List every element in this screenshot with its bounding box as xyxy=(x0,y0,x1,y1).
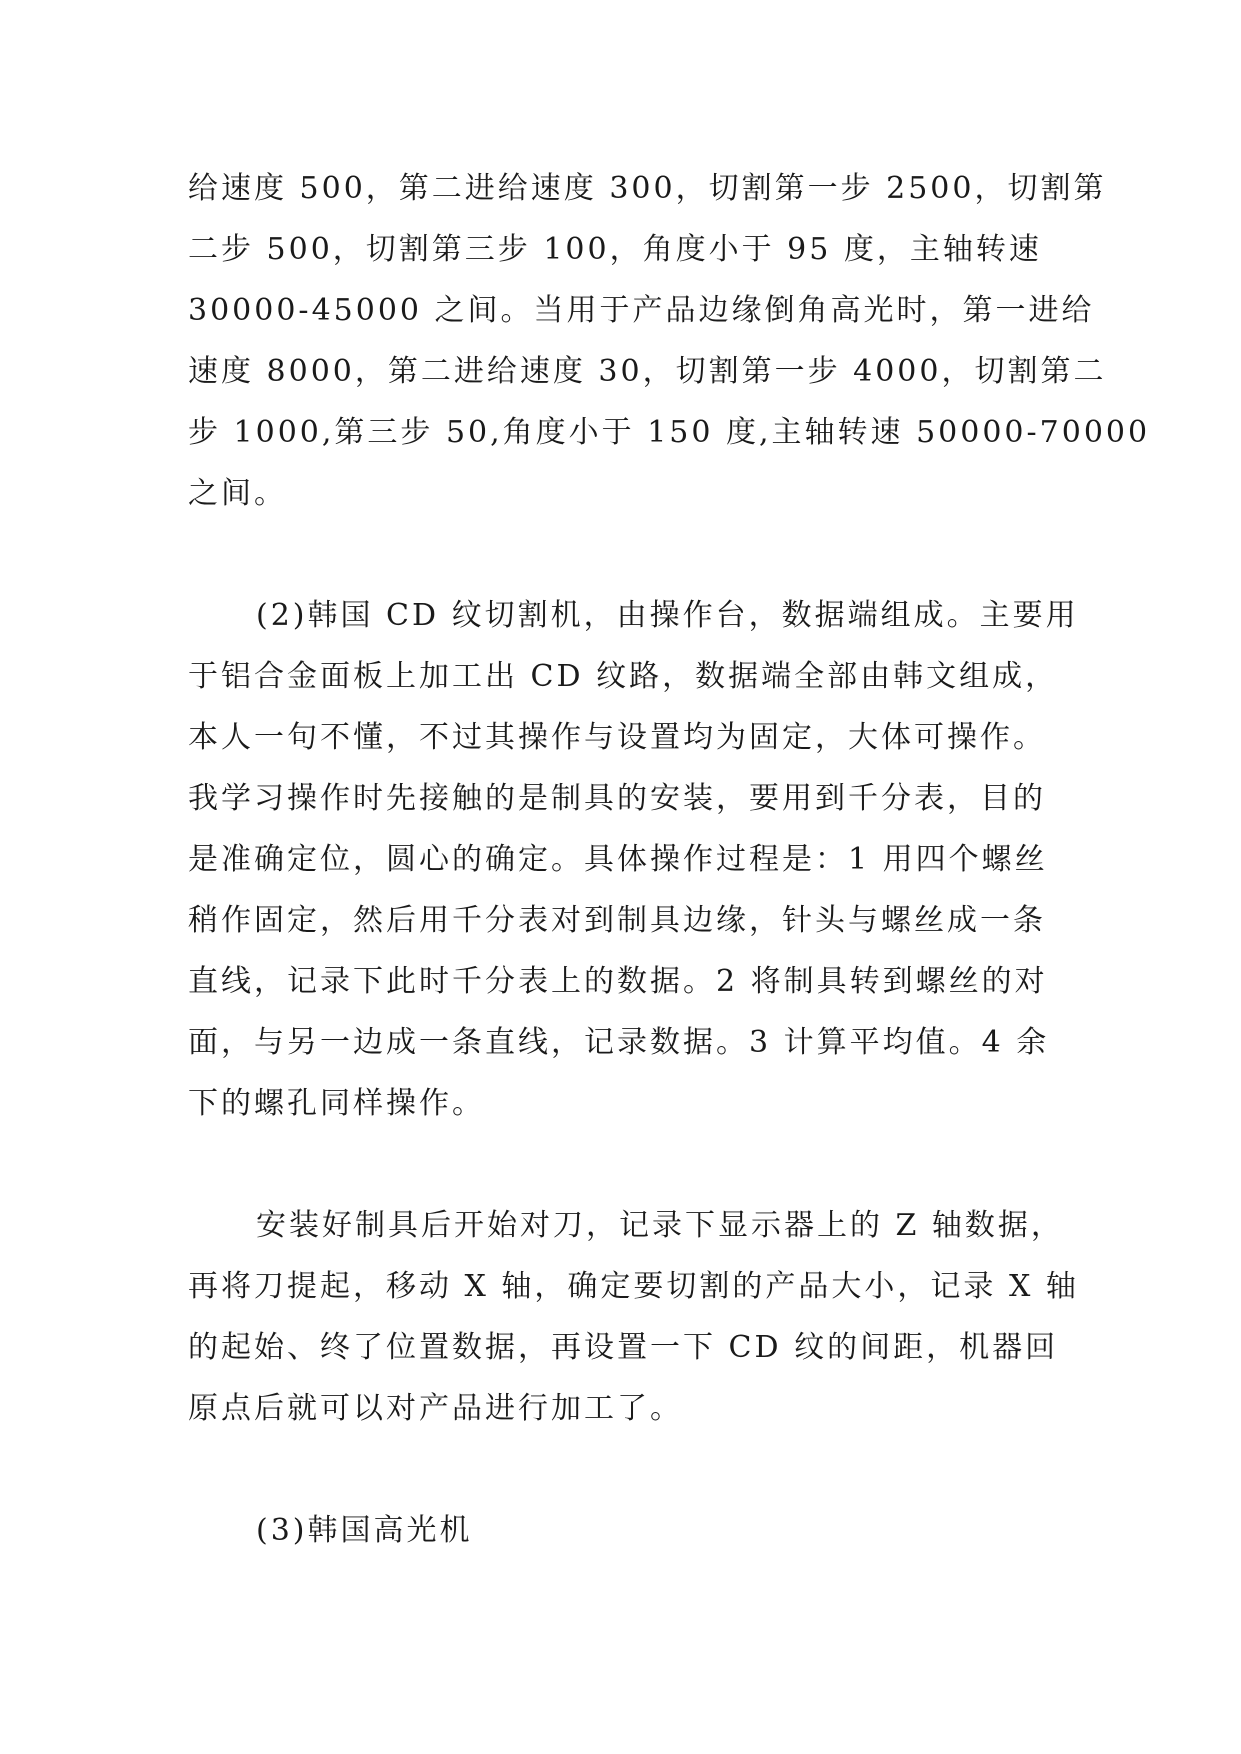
text-line: 下的螺孔同样操作。 xyxy=(188,1086,485,1121)
paragraph-spacer xyxy=(188,524,1060,585)
paragraph-tool-setting xyxy=(188,1195,1079,1439)
text-line: 30000-45000 之间。当用于产品边缘倒角高光时，第一进给 xyxy=(188,293,1095,328)
paragraph-spacer xyxy=(188,1134,1060,1195)
text-line: (3)韩国高光机 xyxy=(256,1513,473,1548)
text-line: (2)韩国 CD 纹切割机，由操作台，数据端组成。主要用 xyxy=(256,598,1079,633)
text-line: 我学习操作时先接触的是制具的安装，要用到千分表，目的 xyxy=(188,781,1046,816)
text-line: 稍作固定，然后用千分表对到制具边缘，针头与螺丝成一条 xyxy=(188,903,1046,938)
paragraph-spacer xyxy=(188,1439,1060,1500)
text-line: 速度 8000，第二进给速度 30，切割第一步 4000，切割第二 xyxy=(188,354,1107,389)
text-line: 于铝合金面板上加工出 CD 纹路，数据端全部由韩文组成， xyxy=(188,659,1059,694)
text-line: 安装好制具后开始对刀，记录下显示器上的 Z 轴数据， xyxy=(256,1208,1064,1243)
paragraph-feed-speed-continued xyxy=(188,158,1151,524)
text-line: 是准确定位，圆心的确定。具体操作过程是：1 用四个螺丝 xyxy=(188,842,1048,877)
text-line: 步 1000,第三步 50,角度小于 150 度,主轴转速 50000-70000 xyxy=(188,415,1151,450)
text-line: 之间。 xyxy=(188,476,287,511)
text-line: 的起始、终了位置数据，再设置一下 CD 纹的间距，机器回 xyxy=(188,1330,1059,1365)
text-line: 原点后就可以对产品进行加工了。 xyxy=(188,1391,683,1426)
text-line: 再将刀提起，移动 X 轴，确定要切割的产品大小，记录 X 轴 xyxy=(188,1269,1079,1304)
text-line: 直线，记录下此时千分表上的数据。2 将制具转到螺丝的对 xyxy=(188,964,1048,999)
text-line: 二步 500，切割第三步 100，角度小于 95 度，主轴转速 xyxy=(188,232,1042,267)
paragraph-cd-cutting-machine xyxy=(188,585,1079,1134)
document-body xyxy=(188,158,1151,1561)
text-line: 面，与另一边成一条直线，记录数据。3 计算平均值。4 余 xyxy=(188,1025,1050,1060)
paragraph-highlight-machine-heading xyxy=(188,1500,1060,1561)
text-line: 本人一句不懂，不过其操作与设置均为固定，大体可操作。 xyxy=(188,720,1046,755)
text-line: 给速度 500，第二进给速度 300，切割第一步 2500，切割第 xyxy=(188,171,1107,206)
